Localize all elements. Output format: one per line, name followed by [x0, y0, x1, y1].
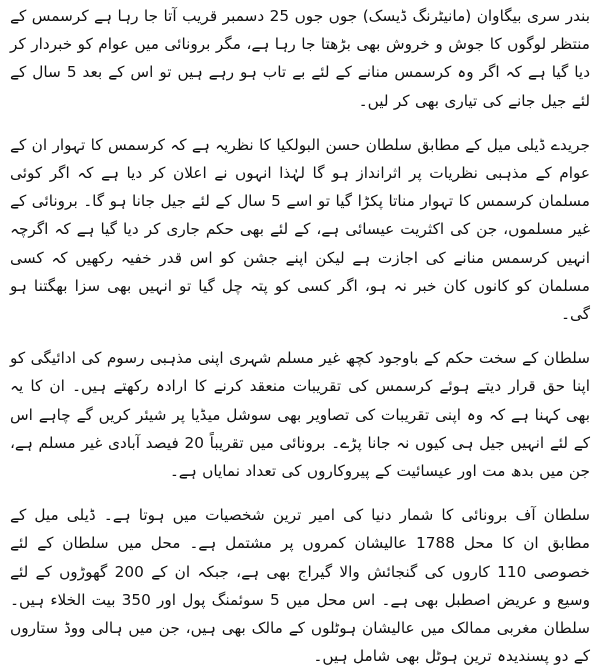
article-paragraph-1: بندر سری بیگاوان (مانیٹرنگ ڈیسک) جوں جوں 25 دسمبر قریب آتا جا رہا ہے کرسمس کے منتظر لوگوں کا جوش و خروش بھی بڑھتا جا رہا ہے، مگر برونائی میں عوام کو خبردار کر دیا گیا ہے کہ اگر وہ کرسمس منانے کے لئے بے تاب ہو رہے ہیں تو اس کے بعد 5 سال کے لئے جیل جانے کی تیاری بھی کر لیں۔ [10, 7, 591, 110]
article-paragraph-2: جریدے ڈیلی میل کے مطابق سلطان حسن البولکیا کا نظریہ ہے کہ کرسمس کا تہوار ان کے عوام کے مذہبی نظریات پر اثرانداز ہو گا لہٰذا انہوں نے اعلان کر دیا ہے کہ اگر کوئی مسلمان کرسمس کا تہوار مناتا پکڑا گیا تو اسے 5 سال کے لئے جیل جانا ہو گا۔ برونائی کے غیر مسلموں، جن کی اکثریت عیسائی ہے، کے لئے بھی حکم جاری کر دیا گیا ہے کہ اگرچہ انہیں کرسمس منانے کی اجازت ہے لیکن اپنے جشن کو اس قدر خفیہ رکھیں کہ کسی مسلمان کو کانوں کان خبر نہ ہو، اگر کسی کو پتہ چل گیا تو انہیں بھی سزا بھگتنا ہو گی۔ [10, 135, 591, 324]
article-paragraph-4: سلطان آف برونائی کا شمار دنیا کی امیر ترین شخصیات میں ہوتا ہے۔ ڈیلی میل کے مطابق ان کا محل 1788 عالیشان کمروں پر مشتمل ہے۔ محل میں سلطان کے لئے خصوصی 110 کاروں کی گنجائش والا گیراج بھی ہے، جبکہ ان کے 200 گھوڑوں کے لئے وسیع و عریض اصطبل بھی ہے۔ اس محل میں 5 سوئمنگ پول اور 350 بیت الخلاء ہیں۔ سلطان مغربی ممالک میں عالیشان ہوٹلوں کے مالک بھی ہیں، جن میں ہالی ووڈ ستاروں کے دو پسندیدہ ترین ہوٹل بھی شامل ہیں۔ [10, 506, 590, 666]
article-paragraph-3: سلطان کے سخت حکم کے باوجود کچھ غیر مسلم شہری اپنی مذہبی رسوم کی ادائیگی کو اپنا حق قرار دیتے ہوئے کرسمس کی تقریبات منعقد کرنے کا ارادہ رکھتے ہیں۔ ان کا یہ بھی کہنا ہے کہ وہ اپنی تقریبات کی تصاویر بھی سوشل میڈیا پر شیئر کریں گے چاہے اس کے لئے انہیں جیل ہی کیوں نہ جانا پڑے۔ برونائی میں تقریباً 20 فیصد آبادی غیر مسلم ہے، جن میں بدھ مت اور عیسائیت کے پیروکاروں کی تعداد نمایاں ہے۔ [10, 349, 590, 481]
